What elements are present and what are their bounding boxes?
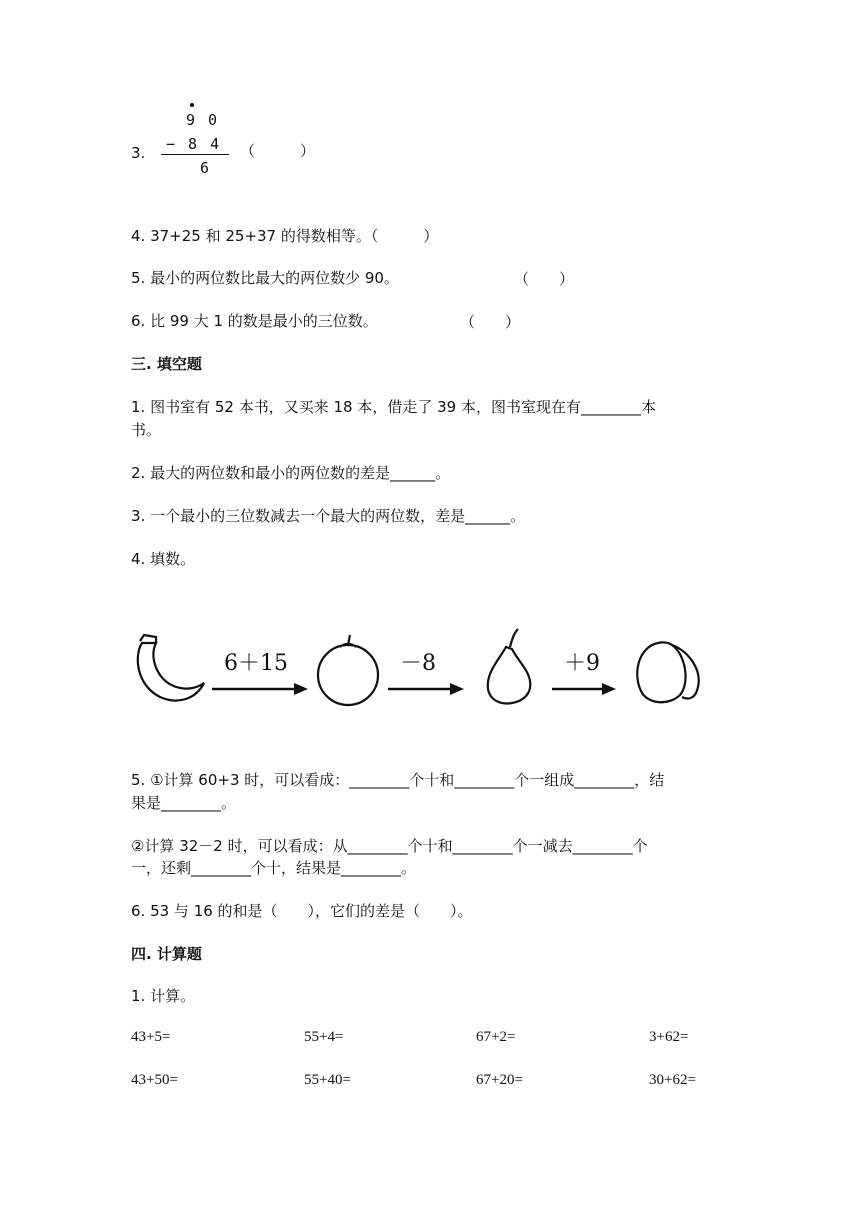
banana-icon bbox=[138, 635, 204, 701]
calc-item: 55+40= bbox=[304, 1072, 351, 1088]
arrow-icon bbox=[552, 683, 616, 695]
question-text: 3. 一个最小的三位数减去一个最大的两位数，差是______。 bbox=[131, 507, 526, 525]
question-text: 书。 bbox=[131, 421, 162, 439]
judgement-item: 5. 最小的两位数比最大的两位数少 90。 bbox=[131, 269, 399, 287]
pear-icon bbox=[488, 629, 531, 703]
question-text: 2. 最大的两位数和最小的两位数的差是______。 bbox=[131, 464, 451, 482]
question-text: 6. 53 与 16 的和是（ ），它们的差是（ ）。 bbox=[131, 902, 473, 920]
question-text: 5. ①计算 60+3 时，可以看成：________个十和________个一组成________，结 bbox=[131, 771, 665, 789]
arrow-icon bbox=[388, 683, 464, 695]
calc-item: 3+62= bbox=[649, 1029, 689, 1045]
answer-paren: （ ） bbox=[514, 270, 575, 288]
arrow-icon bbox=[212, 683, 308, 695]
q3-label: 3. bbox=[131, 144, 146, 162]
operation-label: －8 bbox=[400, 651, 436, 676]
answer-paren: （ ） bbox=[460, 313, 521, 331]
section-title: 四. 计算题 bbox=[131, 945, 202, 963]
q3-rule bbox=[161, 154, 229, 155]
q3-minuend: 9 0 bbox=[186, 111, 220, 129]
fruit-chain-figure bbox=[130, 625, 710, 715]
question-text: ②计算 32－2 时，可以看成：从________个十和________个一减去________个 bbox=[131, 837, 648, 855]
peach-icon bbox=[637, 642, 698, 702]
question-text: 1. 图书室有 52 本书，又买来 18 本，借走了 39 本，图书室现在有________本 bbox=[131, 398, 656, 416]
q3-answer-paren: （ ） bbox=[240, 142, 316, 160]
calc-item: 30+62= bbox=[649, 1072, 696, 1088]
q3-result: 6 bbox=[200, 159, 212, 177]
question-text: 一，还剩________个十，结果是________。 bbox=[131, 859, 417, 877]
question-text: 4. 填数。 bbox=[131, 550, 196, 568]
operation-label: 6＋15 bbox=[224, 651, 288, 676]
judgement-item: 4. 37+25 和 25+37 的得数相等。（ ） bbox=[131, 227, 439, 245]
calc-item: 43+5= bbox=[131, 1029, 171, 1045]
operation-label: ＋9 bbox=[564, 651, 600, 676]
question-text: 1. 计算。 bbox=[131, 987, 196, 1005]
calc-item: 55+4= bbox=[304, 1029, 344, 1045]
borrow-dot bbox=[190, 103, 194, 107]
calc-item: 67+2= bbox=[476, 1029, 516, 1045]
question-text: 果是________。 bbox=[131, 794, 237, 812]
calc-item: 67+20= bbox=[476, 1072, 523, 1088]
section-title: 三. 填空题 bbox=[131, 355, 202, 373]
judgement-item: 6. 比 99 大 1 的数是最小的三位数。 bbox=[131, 312, 378, 330]
q3-subtrahend: − 8 4 bbox=[166, 135, 222, 153]
apple-icon bbox=[318, 635, 378, 705]
calc-item: 43+50= bbox=[131, 1072, 178, 1088]
